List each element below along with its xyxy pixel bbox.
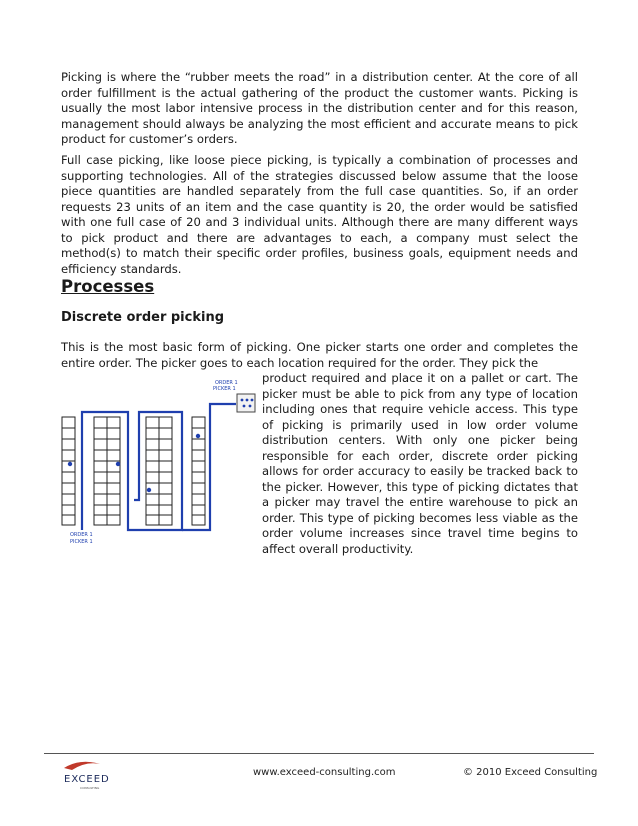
rack-column-4 (192, 417, 205, 525)
footer-copyright: © 2010 Exceed Consulting (463, 767, 598, 778)
rack-column-1 (62, 417, 75, 525)
rack-column-3 (146, 417, 172, 525)
rack-column-2 (94, 417, 120, 525)
subsection-heading-discrete-order-picking: Discrete order picking (61, 310, 225, 325)
logo-text: EXCEED (64, 774, 110, 785)
discrete-picking-diagram (58, 380, 258, 550)
footer-divider (44, 753, 594, 754)
section-heading-processes: Processes (61, 277, 155, 296)
paragraph-discrete-picking-intro: This is the most basic form of picking. One picker starts one order and completes the entire order. The picker goes to each location required for the order. They pick the (61, 340, 578, 370)
paragraph-picking-intro: Picking is where the “rubber meets the road” in a distribution center. At the core of all order fulfillment is the actual gathering of the product the customer wants. Picking is usually the most labor intensive process in the distribution center and for this reason, management should always be analyzing the most efficient and accurate means to pick product for customer’s orders. (61, 70, 578, 146)
exceed-logo (60, 758, 120, 792)
diagram-top-label-order: ORDER 1 (215, 380, 238, 386)
logo-subtext: CONSULTING (80, 786, 100, 790)
diagram-bottom-label-order: ORDER 1 (70, 532, 93, 538)
picker-travel-path (82, 412, 182, 530)
paragraph-full-case-picking: Full case picking, like loose piece picking, is typically a combination of processes and supporting technologies. All of the strategies discussed below assume that the loose piece quantities are handled separately from the full case quantities. So, if an order requests 23 units of an item and the case quantity is 20, the order would be satisfied with one full case of 20 and 3 individual units. Although there are many different ways to pick product and there are advantages to each, a company must select the method(s) to match their specific order profiles, business goals, equipment needs and efficiency standards. (61, 153, 578, 276)
cart-icon (237, 394, 255, 412)
diagram-bottom-label-picker: PICKER 1 (70, 539, 93, 545)
paragraph-discrete-picking-detail: product required and place it on a pallet or cart. The picker must be able to pick from any type of location including ones that require vehicle access. This type of picking is primarily used in low order volume distribution centers. With only one picker being responsible for each order, discrete order picking allows for order accuracy to easily be tracked back to the picker. However, this type of picking dictates that a picker may travel the entire warehouse to pick an order. This type of picking becomes less viable as the order volume increases since travel time begins to affect overall productivity. (262, 371, 578, 556)
pick-location-markers (68, 434, 200, 492)
diagram-top-label-picker: PICKER 1 (213, 386, 236, 392)
logo-swoosh-icon (64, 762, 100, 770)
footer-website-link[interactable]: www.exceed-consulting.com (253, 767, 396, 778)
picker-travel-path-end (182, 404, 236, 530)
